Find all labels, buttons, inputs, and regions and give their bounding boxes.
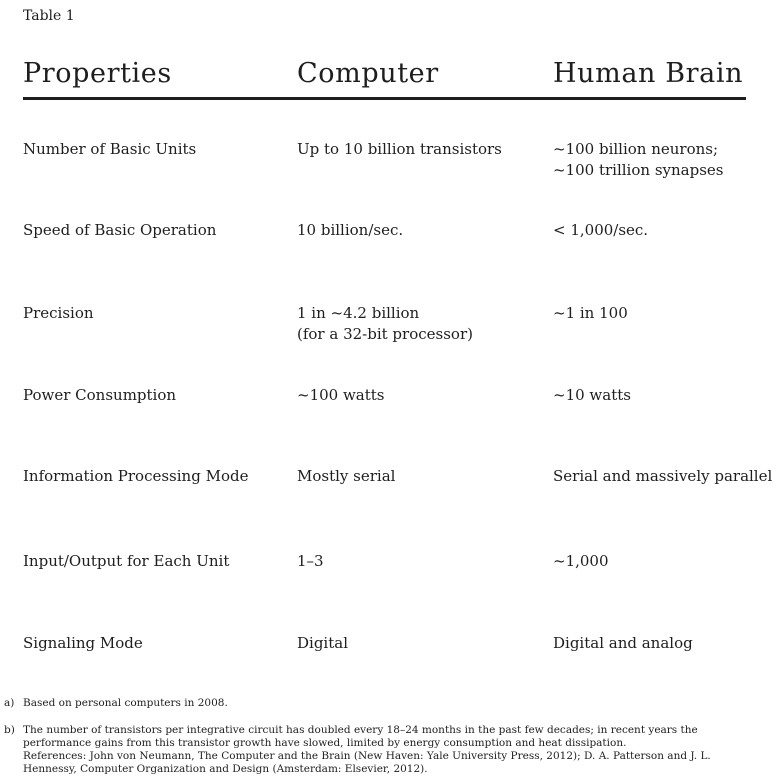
footnote-mark: a) [4,697,15,709]
header-properties: Properties [23,58,172,89]
row-computer-value: 1–3 [297,552,324,570]
row-property: Precision [23,304,94,322]
footnote-a: a) Based on personal computers in 2008. [4,697,228,709]
row-brain-value: ~100 billion neurons; ~100 trillion synapses [553,140,724,179]
row-computer-value: Digital [297,634,348,652]
header-human-brain: Human Brain [553,58,744,89]
row-brain-value: Serial and massively parallel [553,467,773,485]
header-computer: Computer [297,58,439,89]
row-computer-value: 1 in ~4.2 billion (for a 32-bit processor) [297,304,473,343]
row-property: Speed of Basic Operation [23,221,217,239]
row-brain-value: ~10 watts [553,386,631,404]
footnote-b: b) The number of transistors per integrative circuit has doubled every 18–24 months in the past few decades; in recent years the performance gains from this transistor growth have slowed, limited by energy consumption and heat dissipation. References: John von Neumann, The Computer and the Brain (New Haven: Yale University Press, 2012); D. A. Patterson and J. L. Hennessy, Computer Organization and Design (Amsterdam: Elsevier, 2012). [4,724,711,775]
row-brain-value: ~1,000 [553,552,609,570]
row-property: Information Processing Mode [23,467,249,485]
row-computer-value: Up to 10 billion transistors [297,140,502,158]
row-property: Number of Basic Units [23,140,197,158]
row-property: Input/Output for Each Unit [23,552,230,570]
row-brain-value: < 1,000/sec. [553,221,649,239]
header-rule [23,97,746,100]
row-property: Power Consumption [23,386,177,404]
row-computer-value: 10 billion/sec. [297,221,404,239]
row-computer-value: Mostly serial [297,467,396,485]
row-property: Signaling Mode [23,634,143,652]
row-brain-value: ~1 in 100 [553,304,628,322]
row-brain-value: Digital and analog [553,634,693,652]
footnote-mark: b) [4,724,15,736]
row-computer-value: ~100 watts [297,386,385,404]
table-caption: Table 1 [23,8,75,24]
